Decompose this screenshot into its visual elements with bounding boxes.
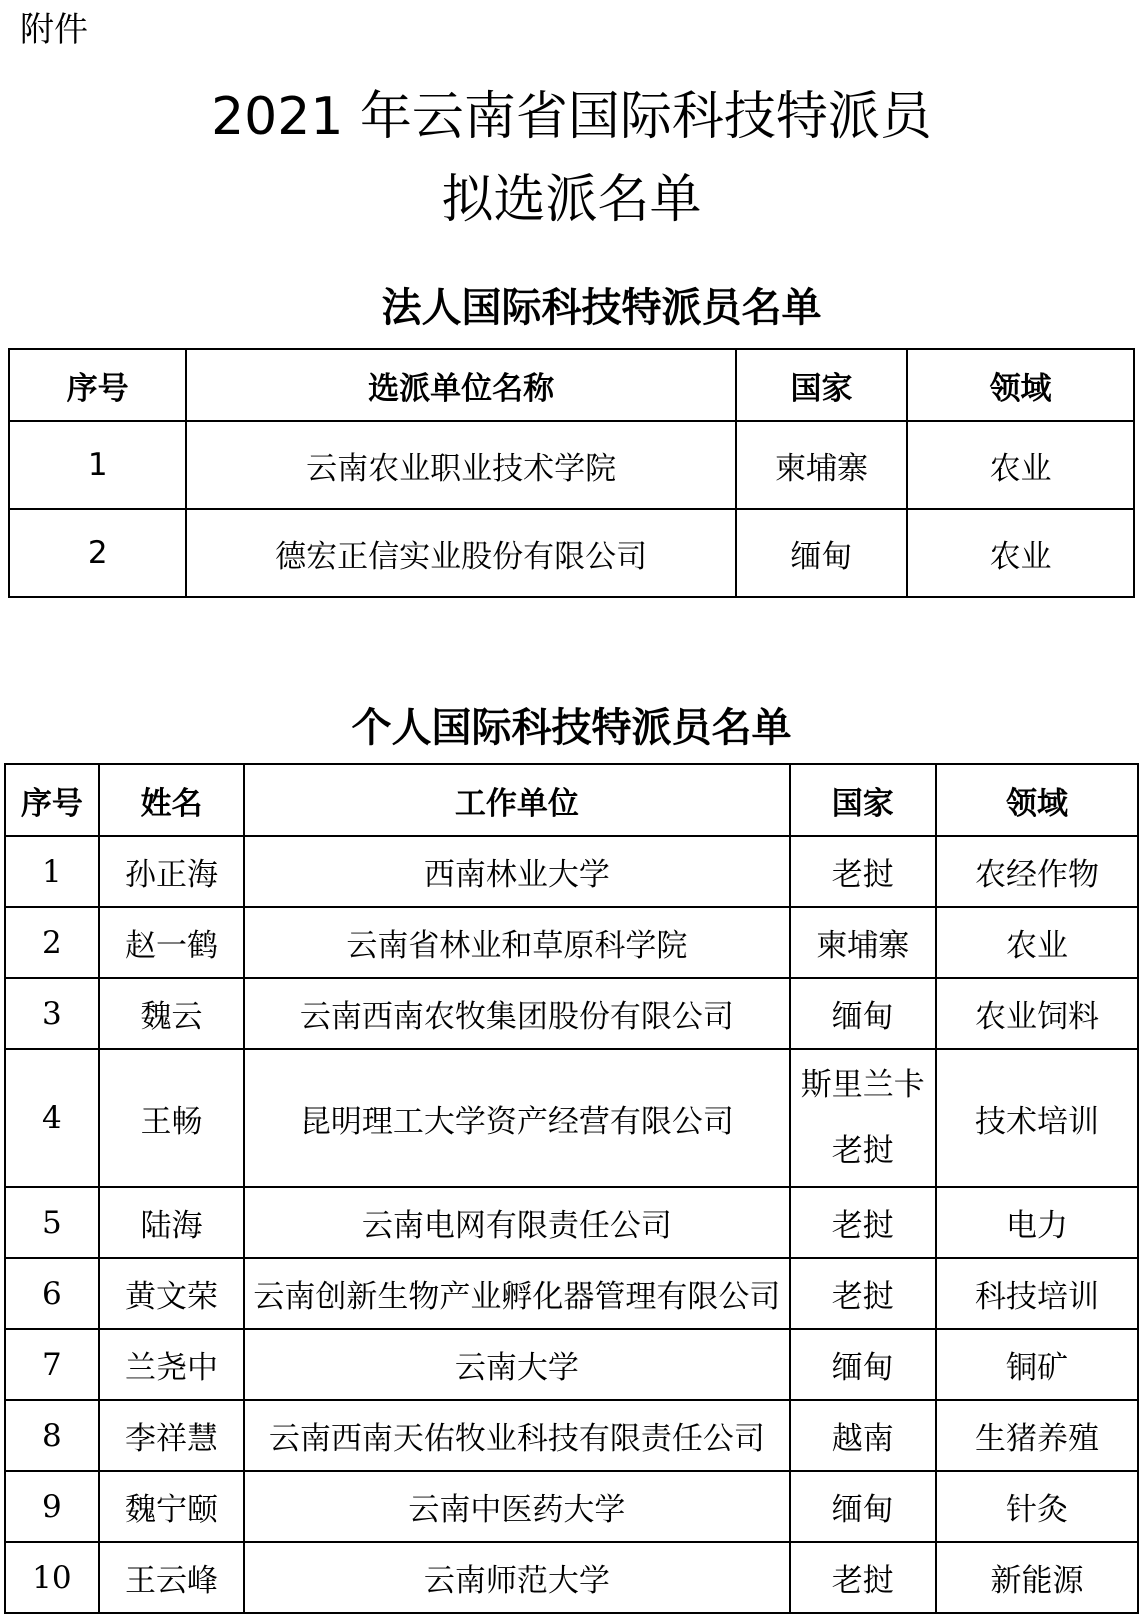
person-name: 魏宁颐 [99, 1471, 244, 1542]
work-unit: 昆明理工大学资产经营有限公司 [244, 1049, 789, 1187]
person-name: 陆海 [99, 1187, 244, 1258]
table-row [5, 978, 1138, 1049]
row-number: 10 [5, 1542, 99, 1613]
country: 老挝 [790, 1542, 936, 1613]
row-number: 1 [5, 836, 99, 907]
country: 缅甸 [790, 1471, 936, 1542]
table-row [5, 836, 1138, 907]
country: 缅甸 [790, 1329, 936, 1400]
country-line: 斯里兰卡 [800, 1067, 925, 1103]
row-number: 1 [9, 421, 186, 509]
country: 老挝 [790, 1187, 936, 1258]
country: 缅甸 [736, 509, 907, 597]
work-unit: 云南西南农牧集团股份有限公司 [244, 978, 789, 1049]
country [790, 1049, 936, 1187]
work-unit: 云南西南天佑牧业科技有限责任公司 [244, 1400, 789, 1471]
country: 老挝 [790, 836, 936, 907]
unit-name: 云南农业职业技术学院 [186, 421, 736, 509]
header-cell: 选派单位名称 [186, 349, 736, 421]
field: 农业 [907, 421, 1134, 509]
work-unit: 云南创新生物产业孵化器管理有限公司 [244, 1258, 789, 1329]
work-unit: 云南中医药大学 [244, 1471, 789, 1542]
row-number: 6 [5, 1258, 99, 1329]
work-unit: 云南师范大学 [244, 1542, 789, 1613]
table-header-row [5, 764, 1138, 836]
legal-section-heading: 法人国际科技特派员名单 [381, 285, 822, 331]
header-cell: 序号 [9, 349, 186, 421]
person-name: 李祥慧 [99, 1400, 244, 1471]
country: 柬埔寨 [790, 907, 936, 978]
person-name: 魏云 [99, 978, 244, 1049]
field: 农业 [907, 509, 1134, 597]
header-cell: 国家 [736, 349, 907, 421]
field: 科技培训 [936, 1258, 1138, 1329]
work-unit: 云南省林业和草原科学院 [244, 907, 789, 978]
table-row [9, 421, 1134, 509]
row-number: 3 [5, 978, 99, 1049]
person-name: 孙正海 [99, 836, 244, 907]
table-row [5, 1542, 1138, 1613]
individual-table [4, 763, 1139, 1614]
field: 农经作物 [936, 836, 1138, 907]
person-name: 赵一鹤 [99, 907, 244, 978]
country: 缅甸 [790, 978, 936, 1049]
field: 新能源 [936, 1542, 1138, 1613]
row-number: 2 [9, 509, 186, 597]
country: 柬埔寨 [736, 421, 907, 509]
field: 铜矿 [936, 1329, 1138, 1400]
table-row [5, 1471, 1138, 1542]
header-cell: 工作单位 [244, 764, 789, 836]
unit-name: 德宏正信实业股份有限公司 [186, 509, 736, 597]
table-row [5, 907, 1138, 978]
document-title-line2: 拟选派名单 [441, 170, 702, 230]
work-unit: 西南林业大学 [244, 836, 789, 907]
row-number: 5 [5, 1187, 99, 1258]
field: 农业饲料 [936, 978, 1138, 1049]
header-cell: 领域 [936, 764, 1138, 836]
person-name: 兰尧中 [99, 1329, 244, 1400]
attachment-label: 附件 [20, 10, 88, 50]
work-unit: 云南大学 [244, 1329, 789, 1400]
header-cell: 领域 [907, 349, 1134, 421]
person-name: 王畅 [99, 1049, 244, 1187]
field: 针灸 [936, 1471, 1138, 1542]
legal-table [8, 348, 1135, 598]
field: 生猪养殖 [936, 1400, 1138, 1471]
table-row [9, 509, 1134, 597]
field: 技术培训 [936, 1049, 1138, 1187]
person-name: 黄文荣 [99, 1258, 244, 1329]
field: 农业 [936, 907, 1138, 978]
person-name: 王云峰 [99, 1542, 244, 1613]
table-row [5, 1049, 1138, 1187]
table-row [5, 1258, 1138, 1329]
table-header-row [9, 349, 1134, 421]
header-cell: 国家 [790, 764, 936, 836]
country-line: 老挝 [831, 1133, 894, 1169]
table-row [5, 1400, 1138, 1471]
row-number: 8 [5, 1400, 99, 1471]
country: 老挝 [790, 1258, 936, 1329]
row-number: 2 [5, 907, 99, 978]
header-cell: 姓名 [99, 764, 244, 836]
row-number: 4 [5, 1049, 99, 1187]
row-number: 9 [5, 1471, 99, 1542]
country: 越南 [790, 1400, 936, 1471]
table-row [5, 1187, 1138, 1258]
individual-section-heading: 个人国际科技特派员名单 [351, 705, 792, 751]
document-title-line1: 2021 年云南省国际科技特派员 [211, 87, 932, 147]
field: 电力 [936, 1187, 1138, 1258]
table-row [5, 1329, 1138, 1400]
header-cell: 序号 [5, 764, 99, 836]
work-unit: 云南电网有限责任公司 [244, 1187, 789, 1258]
row-number: 7 [5, 1329, 99, 1400]
